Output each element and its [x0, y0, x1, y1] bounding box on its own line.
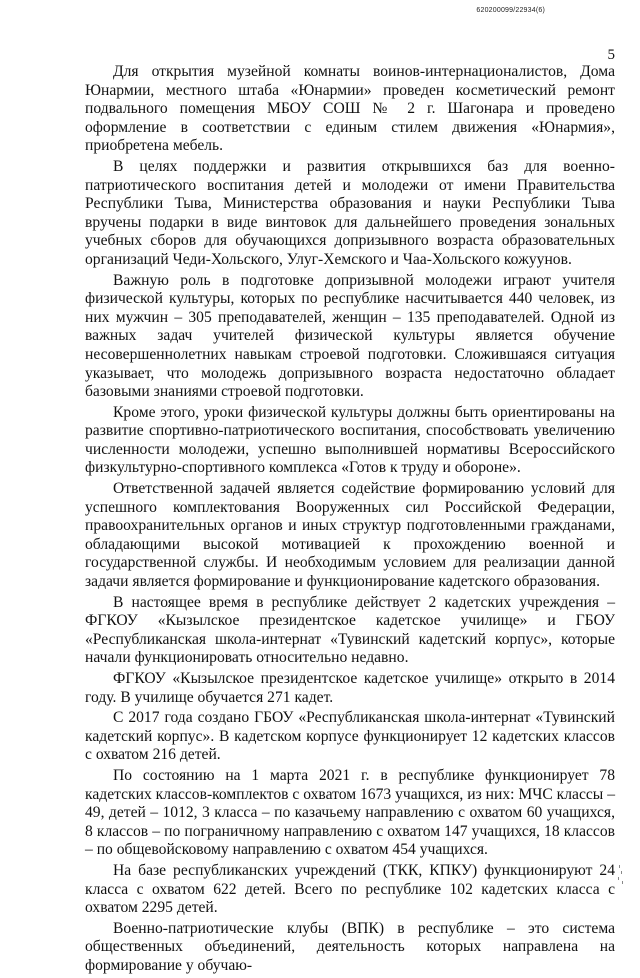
document-id: 620200099/22934(6)	[476, 7, 545, 14]
page-number: 5	[607, 47, 615, 63]
paragraph: В целях поддержки и развития открывшихся баз для военно-патриотического воспитания детей и молодежи от имени Правительства Республики Тыва, Министерства образования и науки Республики Тыва вручены подарки в виде винтовок для дальнейшего проведения зональных учебных сборов для обучающихся допризывного возраста образовательных организаций Чеди-Хольского, Улуг-Хемского и Чаа-Хольского кожуунов.	[85, 157, 615, 268]
paragraph: Военно-патриотические клубы (ВПК) в республике – это система общественных объединений, деятельность которых направлена на формирование у обучаю-	[85, 919, 615, 974]
paragraph: ФГКОУ «Кызылское президентское кадетское училище» открыто в 2014 году. В училище обучается 271 кадет.	[85, 670, 615, 706]
paragraph: В настоящее время в республике действует 2 кадетских учреждения – ФГКОУ «Кызылское президентское кадетское училище» и ГБОУ «Республиканская школа-интернат «Тувинский кадетский корпус», которые начали функционировать относительно недавно.	[85, 593, 615, 667]
paragraph: Для открытия музейной комнаты воинов-интернационалистов, Дома Юнармии, местного штаба «Юнармии» проведен косметический ремонт подвального помещения МБОУ СОШ № 2 г. Шагонара и проведено оформление в соответствии с единым стилем движения «Юнармия», приобретена мебель.	[85, 63, 615, 155]
paragraph: Кроме этого, уроки физической культуры должны быть ориентированы на развитие спортивно-патриотического воспитания, способствовать увеличению численности молодежи, успешно выполнившей нормативы Всероссийского физкультурно-спортивного комплекса «Готов к труду и обороне».	[85, 403, 615, 477]
paragraph: Важную роль в подготовке допризывной молодежи играют учителя физической культуры, которых по республике насчитывается 440 человек, из них мужчин – 305 преподавателей, женщин – 135 преподавателей. Одной из важных задач учителей физической культуры является обучение несовершеннолетних навыкам строевой подготовки. Сложившаяся ситуация указывает, что молодежь допризывного возраста недостаточно обладает базовыми знаниями строевой подготовки.	[85, 271, 615, 401]
paragraph: Ответственной задачей является содействие формированию условий для успешного комплектования Вооруженных сил Российской Федерации, правоохранительных органов и иных структур подготовленными гражданами, обладающими высокой мотивацией к прохождению военной и государственной службы. И необходимым условием для реализации данной задачи является формирование и функционирование кадетского образования.	[85, 480, 615, 591]
document-body	[85, 63, 615, 978]
paragraph: На базе республиканских учреждений (ТКК, КПКУ) функционируют 24 класса с охватом 622 детей. Всего по республике 102 кадетских класса с охватом 2295 детей.	[85, 861, 615, 917]
paragraph: По состоянию на 1 марта 2021 г. в республике функционирует 78 кадетских классов-комплектов с охватом 1673 учащихся, из них: МЧС классы – 49, детей – 1012, 3 класса – по казачьему направлению с охватом 60 учащихся, 8 классов – по пограничному направлению с охватом 147 учащихся, 18 классов – по общевойсковому направлению с охватом 454 учащихся.	[85, 766, 615, 859]
scan-artifact	[617, 865, 625, 885]
paragraph: С 2017 года создано ГБОУ «Республиканская школа-интернат «Тувинский кадетский корпус». В кадетском корпусе функционирует 12 кадетских классов с охватом 216 детей.	[85, 709, 615, 764]
